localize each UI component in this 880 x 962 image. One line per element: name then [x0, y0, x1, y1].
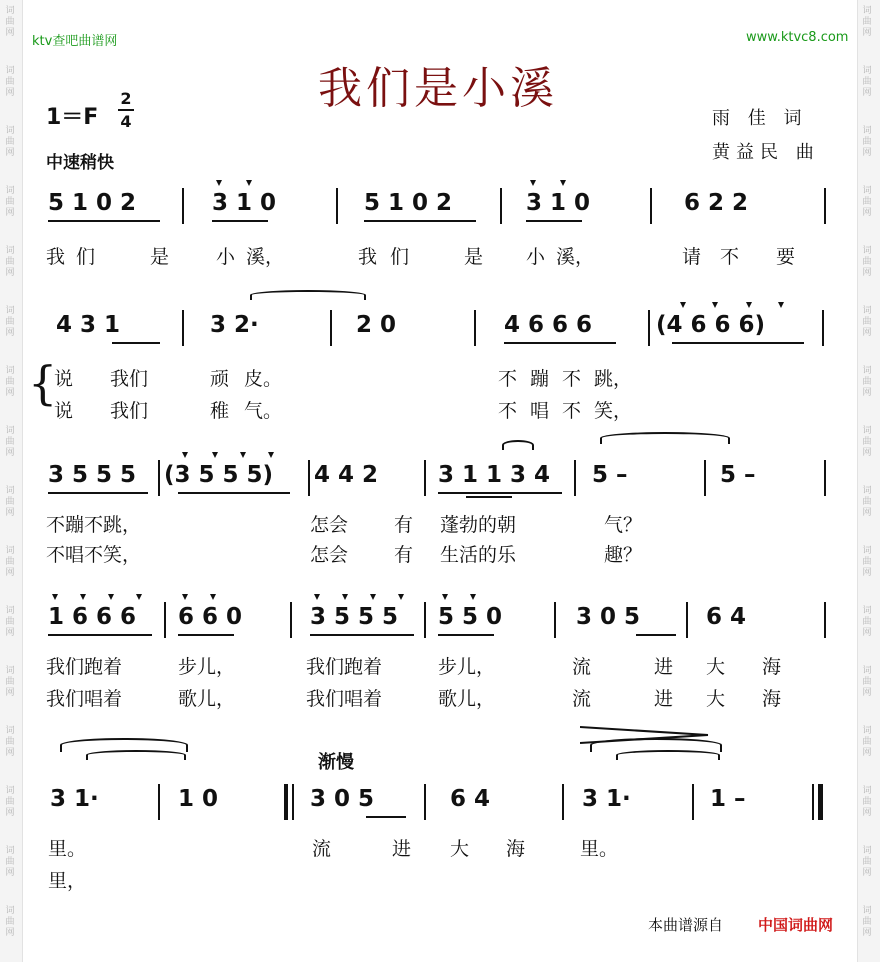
lyric-char: 说	[54, 400, 74, 422]
side-watermark: 词 曲 网	[5, 786, 15, 818]
staccato-mark	[80, 594, 86, 600]
side-watermark: 词 曲 网	[5, 546, 15, 578]
source-label: 本曲谱源自	[648, 916, 724, 934]
tie-slur	[502, 440, 534, 450]
lyric-char: 顽	[210, 368, 230, 390]
side-watermark: 词 曲 网	[5, 666, 15, 698]
lyric-phrase: 步儿，	[178, 656, 236, 678]
lyric-line-4b	[40, 684, 840, 712]
measure-27: 3 1·	[582, 786, 631, 812]
measure-3: 5 1 0 2	[364, 190, 453, 216]
lyric-phrase: 我们跑着	[46, 656, 123, 678]
lyric-char: 小	[526, 246, 546, 268]
barline	[290, 602, 292, 638]
lyric-line-5a	[40, 834, 840, 862]
barline	[424, 602, 426, 638]
barline	[308, 460, 310, 496]
score-line-2	[40, 304, 840, 348]
beam	[48, 492, 148, 494]
barline	[158, 784, 160, 820]
staccato-mark	[314, 594, 320, 600]
time-signature	[118, 90, 134, 130]
barline	[562, 784, 564, 820]
beam	[112, 342, 160, 344]
tie-slur	[86, 750, 186, 760]
beam	[364, 220, 476, 222]
lyric-phrase: 气？	[604, 514, 643, 536]
staccato-mark	[268, 452, 274, 458]
staccato-mark	[212, 452, 218, 458]
staccato-mark	[746, 302, 752, 308]
tie-slur	[616, 750, 720, 760]
barline	[704, 460, 706, 496]
beam	[212, 220, 268, 222]
measure-9: 4 6 6 6	[504, 312, 593, 338]
beam	[310, 634, 414, 636]
lyric-char: 海	[506, 838, 526, 860]
lyric-char: 笑，	[594, 400, 633, 422]
lyric-char: 们	[76, 246, 96, 268]
barline	[182, 188, 184, 224]
staccato-mark	[210, 594, 216, 600]
staccato-mark	[136, 594, 142, 600]
barline	[824, 602, 826, 638]
measure-12: (3 5 5 5)	[164, 462, 274, 488]
staccato-mark	[442, 594, 448, 600]
lyric-char: 溪，	[556, 246, 595, 268]
barline	[182, 310, 184, 346]
beam	[178, 634, 234, 636]
barline	[330, 310, 332, 346]
staccato-mark	[246, 180, 252, 186]
lyric-line-5b	[40, 866, 840, 894]
measure-8: 2 0	[356, 312, 397, 338]
beam	[48, 220, 160, 222]
side-watermark: 词 曲 网	[862, 306, 872, 338]
lyric-char: 我们	[110, 400, 149, 422]
lyric-char: 里。	[580, 838, 619, 860]
lyric-char: 气。	[244, 400, 283, 422]
lyric-phrase: 我们唱着	[46, 688, 123, 710]
lyric-phrase: 蓬勃的朝	[440, 514, 517, 536]
staccato-mark	[530, 180, 536, 186]
measure-23: 3 1·	[50, 786, 99, 812]
staccato-mark	[108, 594, 114, 600]
score-line-1	[40, 182, 840, 226]
lyric-phrase: 我们跑着	[306, 656, 383, 678]
staccato-mark	[52, 594, 58, 600]
lyric-phrase: 怎会	[310, 514, 349, 536]
lyric-char: 海	[762, 656, 782, 678]
lyric-phrase: 有	[394, 514, 414, 536]
lyric-char: 要	[776, 246, 796, 268]
side-watermark: 词 曲 网	[5, 246, 15, 278]
side-watermark: 词 曲 网	[862, 606, 872, 638]
staccato-mark	[712, 302, 718, 308]
repeat-barline-thin	[292, 784, 294, 820]
lyric-char: 我	[358, 246, 378, 268]
staccato-mark	[778, 302, 784, 308]
key-signature: 1＝F	[46, 105, 99, 130]
verse-brace: {	[28, 356, 58, 410]
tempo-marking: 中速稍快	[46, 153, 114, 173]
barline	[424, 784, 426, 820]
composer-credit: 黄益民 曲	[712, 142, 820, 163]
lyric-char: 是	[150, 246, 170, 268]
beam	[504, 342, 616, 344]
barline	[648, 310, 650, 346]
lyric-char: 我们	[110, 368, 149, 390]
measure-21: 3 0 5	[576, 604, 641, 630]
measure-18: 6 6 0	[178, 604, 243, 630]
final-barline-thin	[812, 784, 814, 820]
measure-1: 5 1 0 2	[48, 190, 137, 216]
beam	[48, 634, 152, 636]
lyric-phrase: 歌儿，	[438, 688, 496, 710]
staccato-mark	[680, 302, 686, 308]
measure-10: (4 6 6 6)	[656, 312, 766, 338]
time-signature-top: 2	[120, 89, 132, 108]
lyric-char: 流	[312, 838, 332, 860]
staccato-mark	[398, 594, 404, 600]
side-watermark: 词 曲 网	[862, 366, 872, 398]
lyric-char: 说	[54, 368, 74, 390]
side-watermark: 词 曲 网	[862, 66, 872, 98]
measure-7: 3 2·	[210, 312, 259, 338]
staccato-mark	[470, 594, 476, 600]
lyric-phrase: 我们唱着	[306, 688, 383, 710]
side-watermark: 词 曲 网	[862, 246, 872, 278]
source-link[interactable]: 中国词曲网	[758, 916, 834, 934]
measure-11: 3 5 5 5	[48, 462, 137, 488]
side-watermark: 词 曲 网	[862, 786, 872, 818]
lyric-line-1	[40, 242, 840, 270]
lyric-line-3b	[40, 540, 840, 568]
lyric-line-2a	[40, 364, 840, 392]
lyric-char: 流	[572, 656, 592, 678]
beam	[636, 634, 676, 636]
side-watermark: 词 曲 网	[862, 846, 872, 878]
lyric-char: 进	[392, 838, 412, 860]
lyric-char: 不	[562, 400, 582, 422]
measure-14: 3 1 1 3 4	[438, 462, 551, 488]
side-watermark: 词 曲 网	[862, 426, 872, 458]
lyric-char: 海	[762, 688, 782, 710]
score-line-4	[40, 596, 840, 640]
lyric-char: 溪，	[246, 246, 285, 268]
lyric-char: 是	[464, 246, 484, 268]
barline	[824, 460, 826, 496]
side-watermark: 词 曲 网	[5, 606, 15, 638]
side-watermark: 词 曲 网	[5, 186, 15, 218]
measure-4: 3 1 0	[526, 190, 591, 216]
source-site-label: ktv查吧曲谱网	[32, 34, 118, 49]
barline	[158, 460, 160, 496]
final-barline-thick	[818, 784, 823, 820]
barline	[692, 784, 694, 820]
lyric-char: 里。	[48, 838, 87, 860]
double-beam	[466, 496, 512, 498]
side-watermark: 词 曲 网	[5, 66, 15, 98]
barline	[164, 602, 166, 638]
barline	[824, 188, 826, 224]
barline	[336, 188, 338, 224]
lyric-char: 跳，	[594, 368, 633, 390]
lyric-char: 不	[498, 400, 518, 422]
barline	[424, 460, 426, 496]
lyric-char: 进	[654, 688, 674, 710]
measure-19: 3 5 5 5	[310, 604, 399, 630]
lyric-line-3a	[40, 510, 840, 538]
measure-15: 5 –	[592, 462, 628, 488]
lyric-line-4a	[40, 652, 840, 680]
side-watermark: 词 曲 网	[862, 186, 872, 218]
lyric-char: 小	[216, 246, 236, 268]
beam	[438, 492, 562, 494]
measure-13: 4 4 2	[314, 462, 379, 488]
measure-26: 6 4	[450, 786, 491, 812]
lyric-char: 大	[706, 688, 726, 710]
measure-2: 3 1 0	[212, 190, 277, 216]
lyric-char: 进	[654, 656, 674, 678]
side-watermark: 词 曲 网	[5, 846, 15, 878]
lyric-phrase: 有	[394, 544, 414, 566]
side-watermark: 词 曲 网	[862, 486, 872, 518]
lyric-char: 我	[46, 246, 66, 268]
side-watermark: 词 曲 网	[862, 126, 872, 158]
beam	[366, 816, 406, 818]
side-watermark: 词 曲 网	[862, 726, 872, 758]
source-site-url[interactable]: www.ktvc8.com	[746, 30, 849, 45]
side-watermark: 词 曲 网	[862, 666, 872, 698]
side-watermark: 词 曲 网	[5, 906, 15, 938]
side-watermark: 词 曲 网	[5, 426, 15, 458]
staccato-mark	[182, 594, 188, 600]
measure-6: 4 3 1	[56, 312, 121, 338]
measure-16: 5 –	[720, 462, 756, 488]
beam	[672, 342, 804, 344]
measure-25: 3 0 5	[310, 786, 375, 812]
tie-slur	[250, 290, 366, 300]
measure-5: 6 2 2	[684, 190, 749, 216]
staccato-mark	[342, 594, 348, 600]
score-line-5	[40, 778, 840, 822]
staccato-mark	[240, 452, 246, 458]
song-title: 我们是小溪	[318, 63, 558, 114]
score-line-3	[40, 454, 840, 498]
beam	[438, 634, 494, 636]
side-watermark: 词 曲 网	[5, 366, 15, 398]
lyric-char: 不	[562, 368, 582, 390]
side-watermark: 词 曲 网	[5, 6, 15, 38]
side-watermark: 词 曲 网	[5, 306, 15, 338]
beam	[526, 220, 582, 222]
barline	[500, 188, 502, 224]
measure-24: 1 0	[178, 786, 219, 812]
side-watermark: 词 曲 网	[5, 126, 15, 158]
lyric-char: 里，	[48, 870, 87, 892]
side-watermark: 词 曲 网	[862, 6, 872, 38]
lyric-char: 唱	[530, 400, 550, 422]
lyric-line-2b	[40, 396, 840, 424]
lyric-phrase: 歌儿，	[178, 688, 236, 710]
measure-28: 1 –	[710, 786, 746, 812]
lyric-char: 皮。	[244, 368, 283, 390]
barline	[686, 602, 688, 638]
lyric-char: 请	[682, 246, 702, 268]
barline	[822, 310, 824, 346]
lyric-phrase: 生活的乐	[440, 544, 517, 566]
staccato-mark	[560, 180, 566, 186]
barline	[474, 310, 476, 346]
beam	[178, 492, 290, 494]
barline	[650, 188, 652, 224]
side-watermark: 词 曲 网	[5, 486, 15, 518]
lyric-char: 蹦	[530, 368, 550, 390]
lyric-phrase: 趣？	[604, 544, 643, 566]
measure-22: 6 4	[706, 604, 747, 630]
lyric-phrase: 不蹦不跳，	[46, 514, 142, 536]
staccato-mark	[182, 452, 188, 458]
lyric-char: 稚	[210, 400, 230, 422]
side-watermark: 词 曲 网	[862, 906, 872, 938]
lyric-char: 大	[706, 656, 726, 678]
lyricist-credit: 雨 佳 词	[712, 108, 808, 129]
side-watermark: 词 曲 网	[862, 546, 872, 578]
lyric-char: 大	[450, 838, 470, 860]
lyric-phrase: 步儿，	[438, 656, 496, 678]
side-watermark: 词 曲 网	[5, 726, 15, 758]
lyric-phrase: 不唱不笑，	[46, 544, 142, 566]
measure-20: 5 5 0	[438, 604, 503, 630]
lyric-char: 不	[498, 368, 518, 390]
staccato-mark	[216, 180, 222, 186]
staccato-mark	[370, 594, 376, 600]
time-signature-bottom: 4	[120, 112, 132, 131]
time-signature-line	[118, 109, 134, 111]
tie-slur	[600, 432, 730, 444]
measure-17: 1 6 6 6	[48, 604, 137, 630]
barline	[574, 460, 576, 496]
lyric-phrase: 怎会	[310, 544, 349, 566]
lyric-char: 不	[720, 246, 740, 268]
ritardando-marking: 渐慢	[318, 752, 354, 773]
repeat-barline	[284, 784, 288, 820]
barline	[554, 602, 556, 638]
lyric-char: 们	[390, 246, 410, 268]
lyric-char: 流	[572, 688, 592, 710]
